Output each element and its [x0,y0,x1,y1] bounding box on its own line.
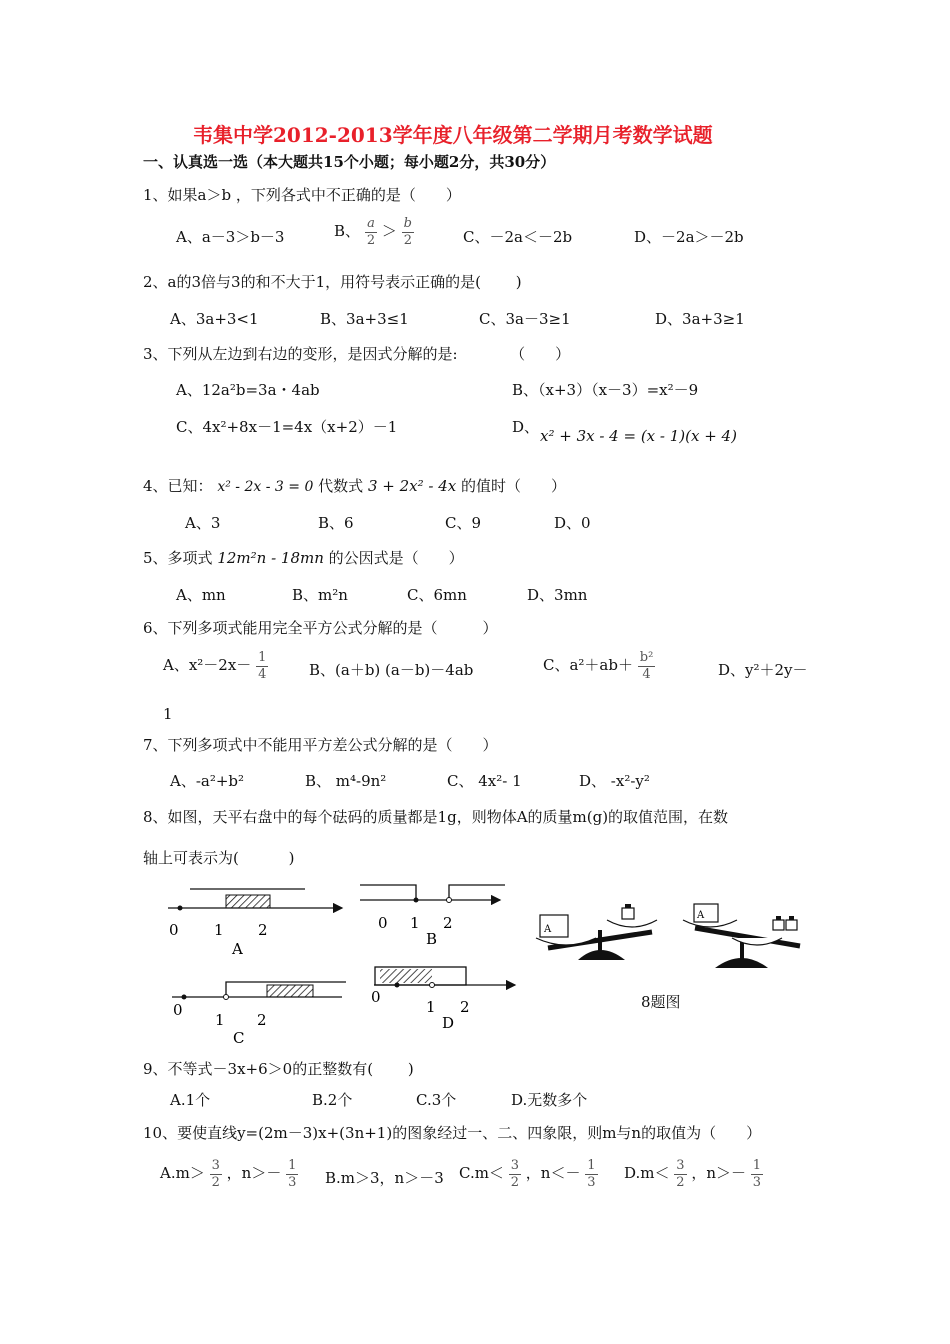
stem-text: 代数式 [318,477,364,495]
question-6-stem: 6、下列多项式能用完全平方公式分解的是（ ） [143,619,498,637]
origin-dot [178,906,183,911]
tick-label: 0 [371,988,381,1006]
fraction [402,216,414,248]
question-2-option-c: C、3a－3≥1 [479,310,571,328]
stem-text: 的公因式是（ ） [328,549,464,567]
question-9-option-a: A.1个 [170,1091,211,1109]
numerator: 3 [211,1158,220,1173]
question-7-stem: 7、下列多项式中不能用平方差公式分解的是（ ） [143,736,498,754]
hatched-region [267,985,313,997]
question-4-option-b: B、6 [318,514,354,532]
denominator: 2 [366,232,376,248]
tick-label: 1 [215,1011,225,1029]
question-2-option-b: B、3a+3≤1 [320,310,409,328]
tick-label: 1 [410,914,420,932]
option-text: ，n＞－ [691,1164,746,1183]
question-1-option-c: C、－2a＜－2b [463,228,573,246]
number-line-d [371,967,515,1032]
figure-label: A [232,940,243,958]
numerator: 1 [258,650,267,665]
question-8-figures [0,870,950,1050]
weight-handle-icon [789,916,794,920]
option-text: C.m＜ [459,1164,504,1183]
question-5-option-c: C、6mn [407,586,467,604]
question-3-stem: 3、下列从左边到右边的变形，是因式分解的是: （ ） [143,345,571,363]
question-7-option-a: A、-a²+b² [170,772,245,790]
tick-label: 2 [443,914,453,932]
figure-caption: 8题图 [641,993,681,1011]
question-4-option-a: A、3 [185,514,221,532]
question-10-option-d [624,1158,763,1190]
question-8-stem-line1: 8、如图，天平右盘中的每个砝码的质量都是1g，则物体A的质量m(g)的取值范围，在数 [143,808,729,826]
question-7-option-c: C、 4x²- 1 [447,772,522,790]
fraction [585,1158,597,1190]
question-6-option-d: D、y²＋2y－ [718,661,808,679]
question-9-option-b: B.2个 [312,1091,353,1109]
tick-label: 2 [460,998,470,1016]
question-10-option-b: B.m＞3，n＞－3 [325,1169,444,1187]
option-text: ，n＞－ [226,1164,282,1183]
question-4-option-c: C、9 [445,514,482,532]
question-10-option-a [160,1158,298,1190]
hatched-region [380,969,432,983]
fraction [286,1158,298,1190]
question-10-stem: 10、要使直线y=(2m－3)x+(3n+1)的图象经过一、二、四象限，则m与n的取值为（ ） [143,1124,762,1142]
object-label: A [697,910,705,921]
origin-dot [182,995,187,1000]
tick-label: 0 [169,921,179,939]
object-label: A [544,924,552,935]
question-1-option-a: A、a－3＞b－3 [176,228,285,246]
expression: 3 + 2x² - 4x [367,477,457,495]
option-text: D.m＜ [624,1164,670,1183]
open-dot [430,983,435,988]
fraction [751,1158,763,1190]
numerator: 3 [676,1158,685,1173]
weight-icon [773,920,784,930]
question-5-option-b: B、m²n [292,586,348,604]
numerator: a [365,216,377,233]
fraction [256,650,268,682]
figure-label: D [442,1014,455,1032]
figure-label: B [426,930,438,948]
question-9-option-c: C.3个 [416,1091,457,1109]
weight-handle-icon [625,904,631,908]
denominator: 4 [642,666,651,682]
question-1-stem: 1、如果a＞b ，下列各式中不正确的是（ ） [143,186,461,204]
question-10-option-c [459,1158,598,1190]
question-3-option-d-label: D、 [512,418,540,436]
question-5-option-d: D、3mn [527,586,588,604]
right-pan [607,920,657,927]
numerator: 1 [288,1158,297,1173]
question-5-option-a: A、mn [176,586,226,604]
balance-scale-right [683,904,800,968]
question-3-option-a: A、12a²b=3a・4ab [176,381,320,399]
hatched-region [226,895,270,908]
question-3-option-b: B、（x+3）（x－3）=x²－9 [512,381,699,399]
question-2-stem: 2、a的3倍与3的和不大于1，用符号表示正确的是( ) [143,273,522,291]
numerator: 1 [587,1158,596,1173]
tick-label: 1 [214,921,224,939]
question-7-option-b: B、 m⁴-9n² [305,772,387,790]
denominator: 2 [403,232,412,248]
stem-text: 的值时（ ） [461,477,567,495]
question-8-stem-line2: 轴上可表示为( ) [143,849,295,867]
number-line-b [360,885,505,948]
left-ray [360,885,416,900]
open-dot [224,995,229,1000]
option-text: A.m＞ [160,1164,205,1183]
question-6-option-d-wrap: 1 [163,705,173,723]
denominator: 3 [587,1174,596,1190]
open-dot [447,898,452,903]
denominator: 3 [752,1174,762,1190]
question-9-stem: 9、不等式－3x+6＞0的正整数有( ) [143,1060,414,1078]
question-6-option-b: B、(a＋b) (a－b)－4ab [309,661,474,679]
option-text: A、x²－2x－ [163,656,252,675]
numerator: 1 [752,1158,762,1173]
tick-label: 0 [378,914,388,932]
question-5-stem [143,549,464,567]
numerator: 3 [510,1158,519,1173]
fraction [365,216,377,248]
question-9-option-d: D.无数多个 [511,1091,588,1109]
stem-text: 4、已知： [143,477,213,495]
stem-text: 5、多项式 [143,549,213,567]
operator: ＞ [381,222,397,241]
section-heading: 一、认真选一选（本大题共15个小题；每小题2分，共30分） [143,153,556,171]
question-4-stem [143,477,566,496]
weight-icon [622,908,634,919]
balance-scale-left [536,904,657,960]
weight-handle-icon [776,916,781,920]
equation: x² - 2x - 3 = 0 [217,479,314,495]
question-2-option-a: A、3a+3<1 [170,310,259,328]
fraction [674,1158,686,1190]
question-3-option-c: C、4x²+8x－1=4x（x+2）－1 [176,418,398,436]
numerator: b [403,216,412,231]
weight-icon [786,920,797,930]
tick-label: 2 [258,921,268,939]
tick-label: 1 [426,998,436,1016]
fraction [638,650,656,682]
closed-dot [414,898,419,903]
option-label: B、 [334,222,361,241]
question-2-option-d: D、3a+3≥1 [655,310,745,328]
denominator: 2 [510,1174,519,1190]
numerator: b² [639,650,654,665]
figure-label: C [233,1029,245,1047]
tick-label: 2 [257,1011,267,1029]
option-text: ，n＜－ [525,1164,581,1183]
option-text: C、a²＋ab＋ [543,656,633,675]
question-6-option-c [543,650,655,682]
denominator: 2 [676,1174,685,1190]
question-1-option-d: D、－2a＞－2b [634,228,744,246]
fraction [210,1158,222,1190]
tick-label: 0 [173,1001,183,1019]
question-4-option-d: D、0 [554,514,591,532]
question-7-option-d: D、 -x²-y² [579,772,650,790]
fraction [509,1158,521,1190]
number-line-a [168,889,342,958]
expression: 12m²n - 18mn [217,549,324,567]
denominator: 3 [288,1174,297,1190]
number-line-c [172,982,346,1047]
question-1-option-b [334,216,414,248]
question-6-option-a [163,650,268,682]
closed-dot [395,983,400,988]
right-ray [449,885,505,900]
question-3-option-d-expr: x² + 3x - 4 = (x - 1)(x + 4) [540,427,737,445]
page-title: 韦集中学2012-2013学年度八年级第二学期月考数学试题 [193,123,713,147]
denominator: 4 [258,666,267,682]
denominator: 2 [211,1174,220,1190]
